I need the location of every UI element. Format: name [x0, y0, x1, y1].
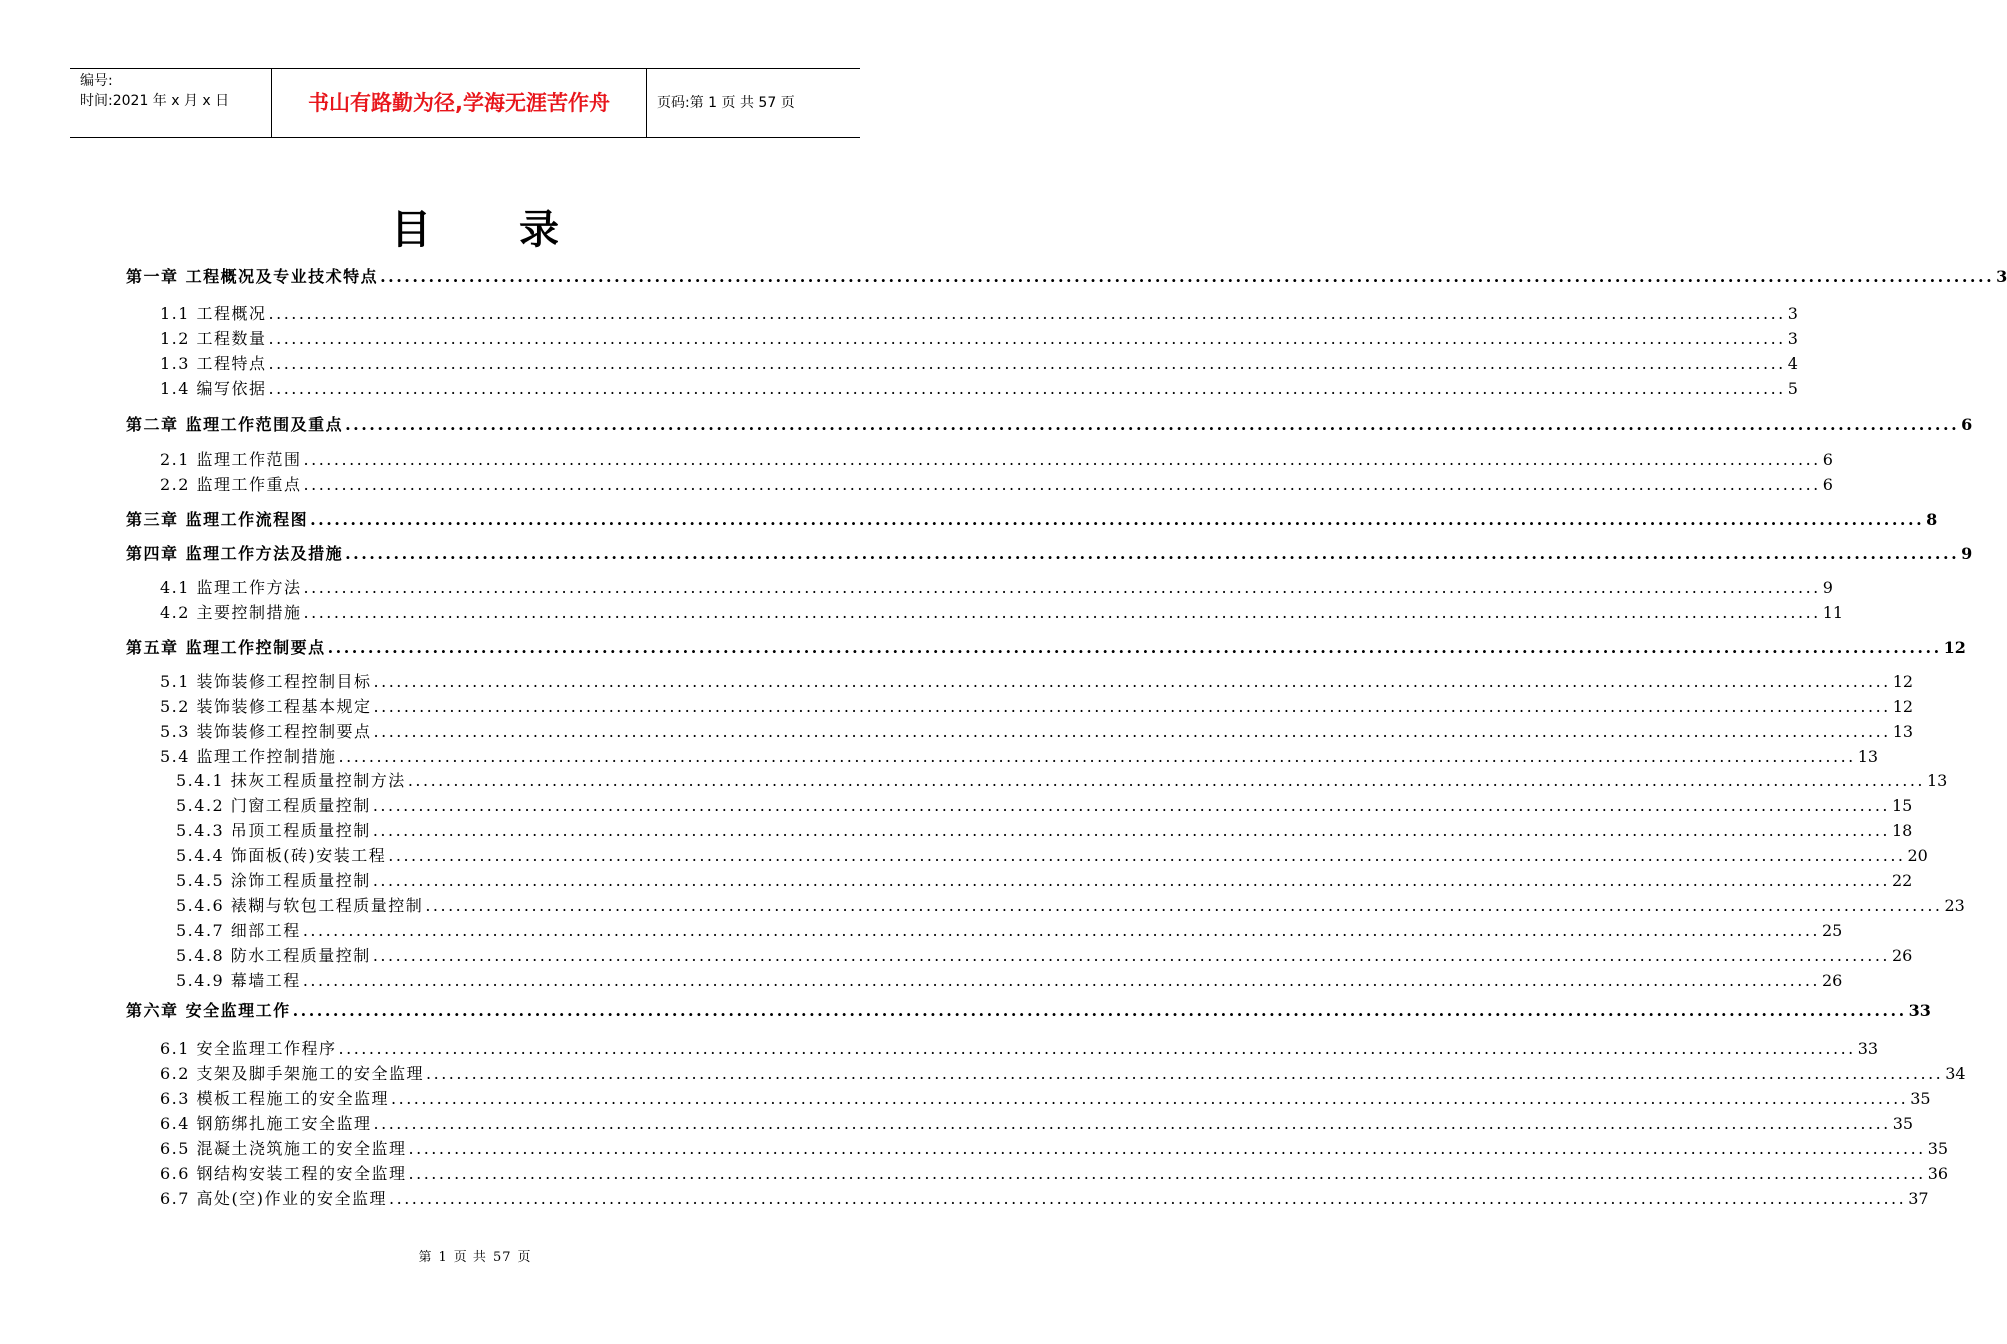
toc-leader-dots: ........................................................................................................................................................................................................ [268, 354, 1786, 373]
toc-leader-dots: ........................................................................................................................................................................................................ [303, 578, 1821, 597]
toc-leader-dots: ........................................................................................................................................................................................................ [391, 1089, 1909, 1108]
page-header [70, 68, 860, 138]
toc-entry[interactable] [160, 301, 1798, 325]
toc-leader-dots: ........................................................................................................................................................................................................ [303, 475, 1821, 494]
toc-entry-label: 2.2 监理工作重点 [160, 475, 302, 494]
toc-leader-dots: ........................................................................................................................................................................................................ [380, 267, 1995, 286]
toc-entry[interactable] [126, 412, 1973, 436]
toc-entry-page: 34 [1945, 1064, 1966, 1083]
toc-entry-page: 13 [1892, 722, 1914, 741]
toc-entry-label: 第六章 安全监理工作 [126, 1001, 291, 1020]
toc-entry-page: 3 [1996, 267, 2007, 286]
toc-entry[interactable] [160, 1111, 1914, 1135]
toc-entry[interactable] [160, 669, 1914, 693]
toc-entry-page: 6 [1822, 475, 1833, 494]
toc-entry[interactable] [160, 1036, 1879, 1060]
toc-leader-dots: ........................................................................................................................................................................................................ [310, 510, 1925, 529]
toc-entry-label: 5.4.4 饰面板(砖)安装工程 [176, 846, 387, 865]
toc-entry-page: 35 [1927, 1139, 1949, 1158]
toc-entry[interactable] [160, 376, 1798, 400]
toc-entry[interactable] [160, 1161, 1949, 1185]
toc-leader-dots: ........................................................................................................................................................................................................ [372, 821, 1890, 840]
toc-entry-page: 15 [1892, 796, 1913, 815]
toc-leader-dots: ........................................................................................................................................................................................................ [426, 1064, 1944, 1083]
toc-entry[interactable] [126, 507, 1938, 531]
toc-leader-dots: ........................................................................................................................................................................................................ [408, 1164, 1926, 1183]
header-meta [70, 69, 272, 137]
toc-leader-dots: ........................................................................................................................................................................................................ [372, 796, 1890, 815]
toc-entry[interactable] [160, 472, 1833, 496]
toc-entry-page: 25 [1822, 921, 1843, 940]
toc-entry-label: 5.1 装饰装修工程控制目标 [160, 672, 372, 691]
toc-entry[interactable] [160, 575, 1833, 599]
toc-entry-label: 1.1 工程概况 [160, 304, 267, 323]
toc-entry-page: 35 [1892, 1114, 1914, 1133]
toc-entry-page: 37 [1908, 1189, 1929, 1208]
toc-leader-dots: ........................................................................................................................................................................................................ [302, 921, 1820, 940]
toc-entry-label: 1.2 工程数量 [160, 329, 267, 348]
toc-entry-label: 5.4.6 裱糊与软包工程质量控制 [176, 896, 424, 915]
toc-entry[interactable] [176, 818, 1913, 842]
toc-leader-dots: ........................................................................................................................................................................................................ [372, 871, 1890, 890]
toc-entry-label: 5.4.3 吊顶工程质量控制 [176, 821, 371, 840]
toc-entry-label: 第五章 监理工作控制要点 [126, 638, 326, 657]
toc-leader-dots: ........................................................................................................................................................................................................ [327, 638, 1942, 657]
toc-entry[interactable] [160, 744, 1879, 768]
toc-entry[interactable] [176, 918, 1843, 942]
toc-entry-page: 33 [1857, 1039, 1879, 1058]
toc-entry-page: 35 [1910, 1089, 1931, 1108]
toc-entry-page: 5 [1787, 379, 1798, 398]
toc-entry[interactable] [160, 719, 1914, 743]
toc-leader-dots: ........................................................................................................................................................................................................ [373, 1114, 1891, 1133]
header-page-info: 页码:第 1 页 共 57 页 [657, 95, 795, 111]
document-number-label: 编号: [80, 73, 113, 89]
toc-entry-label: 1.4 编写依据 [160, 379, 267, 398]
toc-entry-page: 9 [1822, 578, 1833, 597]
toc-entry-page: 33 [1908, 1001, 1931, 1020]
footer-total-pages: 57 [492, 1250, 512, 1265]
toc-entry-label: 6.7 高处(空)作业的安全监理 [160, 1189, 388, 1208]
toc-entry-page: 4 [1787, 354, 1798, 373]
toc-entry[interactable] [160, 447, 1833, 471]
toc-entry-label: 5.4.5 涂饰工程质量控制 [176, 871, 371, 890]
toc-entry-page: 20 [1907, 846, 1928, 865]
toc-entry-label: 2.1 监理工作范围 [160, 450, 302, 469]
footer-page-number: 1 [438, 1250, 448, 1265]
toc-leader-dots: ........................................................................................................................................................................................................ [345, 544, 1960, 563]
toc-entry-page: 13 [1927, 771, 1948, 790]
toc-entry[interactable] [176, 943, 1913, 967]
toc-entry-page: 22 [1892, 871, 1913, 890]
toc-entry-label: 5.4.2 门窗工程质量控制 [176, 796, 371, 815]
toc-entry-page: 23 [1944, 896, 1965, 915]
toc-entry-label: 6.5 混凝土浇筑施工的安全监理 [160, 1139, 407, 1158]
toc-entry-label: 6.4 钢筋绑扎施工安全监理 [160, 1114, 372, 1133]
toc-entry[interactable] [160, 600, 1844, 624]
document-time: 时间:2021 年 x 月 x 日 [80, 93, 230, 109]
toc-entry-label: 5.3 装饰装修工程控制要点 [160, 722, 372, 741]
toc-entry[interactable] [176, 768, 1948, 792]
toc-leader-dots: ........................................................................................................................................................................................................ [268, 379, 1786, 398]
toc-entry-page: 26 [1822, 971, 1843, 990]
toc-entry-page: 6 [1961, 415, 1973, 434]
toc-entry-page: 12 [1943, 638, 1966, 657]
toc-entry-label: 5.4.8 防水工程质量控制 [176, 946, 371, 965]
toc-leader-dots: ........................................................................................................................................................................................................ [373, 697, 1891, 716]
toc-entry[interactable] [176, 893, 1965, 917]
toc-entry[interactable] [160, 1136, 1949, 1160]
toc-leader-dots: ........................................................................................................................................................................................................ [302, 971, 1820, 990]
toc-leader-dots: ........................................................................................................................................................................................................ [389, 1189, 1907, 1208]
toc-entry[interactable] [176, 968, 1843, 992]
toc-entry-page: 12 [1892, 697, 1914, 716]
toc-leader-dots: ........................................................................................................................................................................................................ [345, 415, 1960, 434]
toc-entry[interactable] [160, 1086, 1931, 1110]
toc-entry-label: 5.4 监理工作控制措施 [160, 747, 337, 766]
toc-entry[interactable] [126, 635, 1966, 659]
toc-entry-page: 3 [1787, 329, 1798, 348]
toc-leader-dots: ........................................................................................................................................................................................................ [388, 846, 1906, 865]
toc-entry-page: 6 [1822, 450, 1833, 469]
toc-entry-label: 6.2 支架及脚手架施工的安全监理 [160, 1064, 425, 1083]
toc-leader-dots: ........................................................................................................................................................................................................ [268, 329, 1786, 348]
toc-entry-page: 11 [1822, 603, 1844, 622]
toc-entry-page: 26 [1892, 946, 1913, 965]
toc-entry-label: 第二章 监理工作范围及重点 [126, 415, 344, 434]
toc-entry[interactable] [126, 998, 1931, 1022]
toc-leader-dots: ........................................................................................................................................................................................................ [338, 747, 1856, 766]
toc-title: 目录 [391, 206, 647, 253]
toc-leader-dots: ........................................................................................................................................................................................................ [303, 603, 1821, 622]
toc-entry[interactable] [160, 351, 1798, 375]
toc-leader-dots: ........................................................................................................................................................................................................ [303, 450, 1821, 469]
toc-entry-label: 第一章 工程概况及专业技术特点 [126, 267, 379, 286]
toc-entry-page: 12 [1892, 672, 1914, 691]
toc-leader-dots: ........................................................................................................................................................................................................ [372, 946, 1890, 965]
toc-entry-label: 4.2 主要控制措施 [160, 603, 302, 622]
toc-leader-dots: ........................................................................................................................................................................................................ [373, 672, 1891, 691]
toc-entry[interactable] [160, 694, 1914, 718]
toc-entry-label: 5.2 装饰装修工程基本规定 [160, 697, 372, 716]
toc-leader-dots: ........................................................................................................................................................................................................ [425, 896, 1943, 915]
toc-entry-label: 5.4.1 抹灰工程质量控制方法 [176, 771, 406, 790]
toc-entry[interactable] [126, 541, 1973, 565]
toc-entry[interactable] [176, 868, 1913, 892]
toc-entry-label: 4.1 监理工作方法 [160, 578, 302, 597]
toc-leader-dots: ........................................................................................................................................................................................................ [292, 1001, 1907, 1020]
toc-leader-dots: ........................................................................................................................................................................................................ [338, 1039, 1856, 1058]
footer-suffix: 页 [517, 1250, 532, 1265]
toc-entry-label: 第四章 监理工作方法及措施 [126, 544, 344, 563]
toc-entry-page: 8 [1926, 510, 1938, 529]
toc-entry-label: 5.4.9 幕墙工程 [176, 971, 301, 990]
toc-entry-label: 6.6 钢结构安装工程的安全监理 [160, 1164, 407, 1183]
toc-entry[interactable] [126, 264, 2007, 288]
toc-entry[interactable] [176, 843, 1928, 867]
toc-entry[interactable] [160, 326, 1798, 350]
toc-entry-page: 36 [1927, 1164, 1949, 1183]
toc-entry-label: 第三章 监理工作流程图 [126, 510, 309, 529]
toc-leader-dots: ........................................................................................................................................................................................................ [268, 304, 1786, 323]
toc-entry-label: 6.1 安全监理工作程序 [160, 1039, 337, 1058]
toc-entry[interactable] [160, 1061, 1966, 1085]
toc-entry-page: 3 [1787, 304, 1798, 323]
toc-leader-dots: ........................................................................................................................................................................................................ [408, 1139, 1926, 1158]
toc-entry-page: 13 [1857, 747, 1879, 766]
toc-entry-label: 6.3 模板工程施工的安全监理 [160, 1089, 390, 1108]
toc-entry[interactable] [176, 793, 1913, 817]
toc-entry-page: 18 [1892, 821, 1913, 840]
toc-leader-dots: ........................................................................................................................................................................................................ [407, 771, 1925, 790]
footer-prefix: 第 [418, 1250, 433, 1265]
toc-entry-page: 9 [1961, 544, 1973, 563]
toc-entry-label: 5.4.7 细部工程 [176, 921, 301, 940]
toc-entry[interactable] [160, 1186, 1929, 1210]
header-motto: 书山有路勤为径,学海无涯苦作舟 [272, 69, 647, 137]
toc-leader-dots: ........................................................................................................................................................................................................ [373, 722, 1891, 741]
page-footer [0, 1246, 950, 1265]
toc-entry-label: 1.3 工程特点 [160, 354, 267, 373]
footer-middle: 页 共 [453, 1250, 487, 1265]
